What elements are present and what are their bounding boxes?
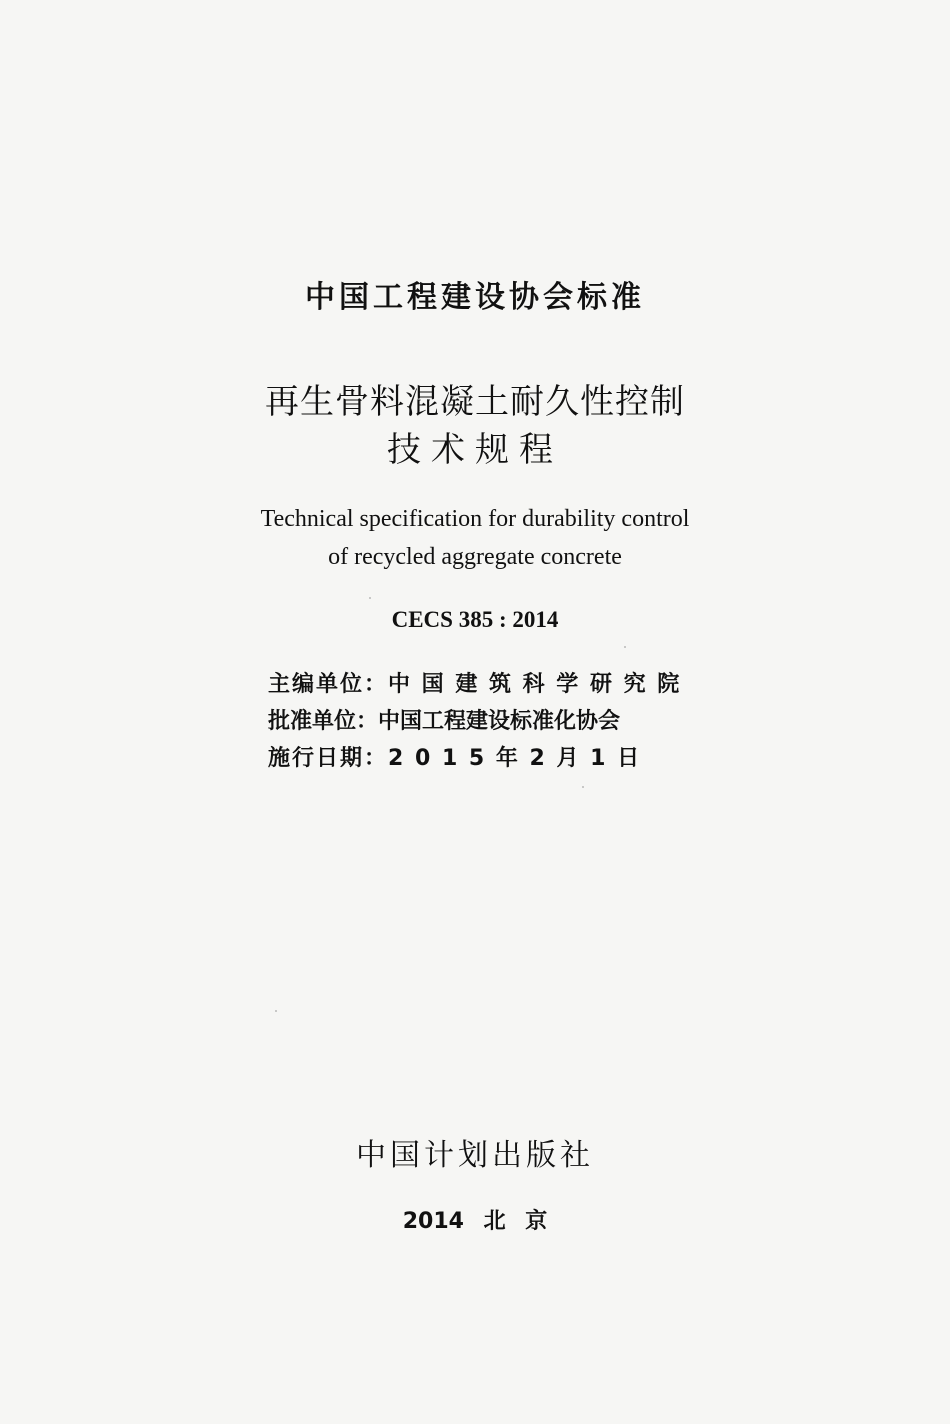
document-title-line-1: 再生骨料混凝土耐久性控制 xyxy=(265,382,685,422)
approver-unit-row xyxy=(268,706,688,738)
scan-speck xyxy=(275,1010,277,1012)
publication-year-place: 2014 北 京 xyxy=(402,1209,548,1234)
approver-unit-label: 批准单位： xyxy=(268,709,379,734)
editor-unit-label: 主编单位： xyxy=(268,672,389,697)
effective-date-label: 施行日期： xyxy=(268,746,389,771)
effective-date-row xyxy=(268,743,688,775)
standard-code: CECS 385 : 2014 xyxy=(391,607,559,632)
standard-series-title: 中国工程建设协会标准 xyxy=(305,280,645,315)
scan-speck xyxy=(582,786,584,788)
publisher-name: 中国计划出版社 xyxy=(356,1138,594,1173)
english-title-line-1: Technical specification for durability control xyxy=(260,506,690,532)
scan-speck xyxy=(624,646,626,648)
scan-speck xyxy=(369,597,371,599)
document-title-line-2: 技术规程 xyxy=(387,430,563,470)
editor-unit-row xyxy=(268,669,688,701)
approver-unit-value: 中国工程建设标准化协会 xyxy=(378,709,621,734)
editor-unit-value: 中 国 建 筑 科 学 研 究 院 xyxy=(388,672,682,697)
english-title-line-2: of recycled aggregate concrete xyxy=(328,544,622,570)
effective-date-value: 2 0 1 5 年 2 月 1 日 xyxy=(388,746,642,771)
